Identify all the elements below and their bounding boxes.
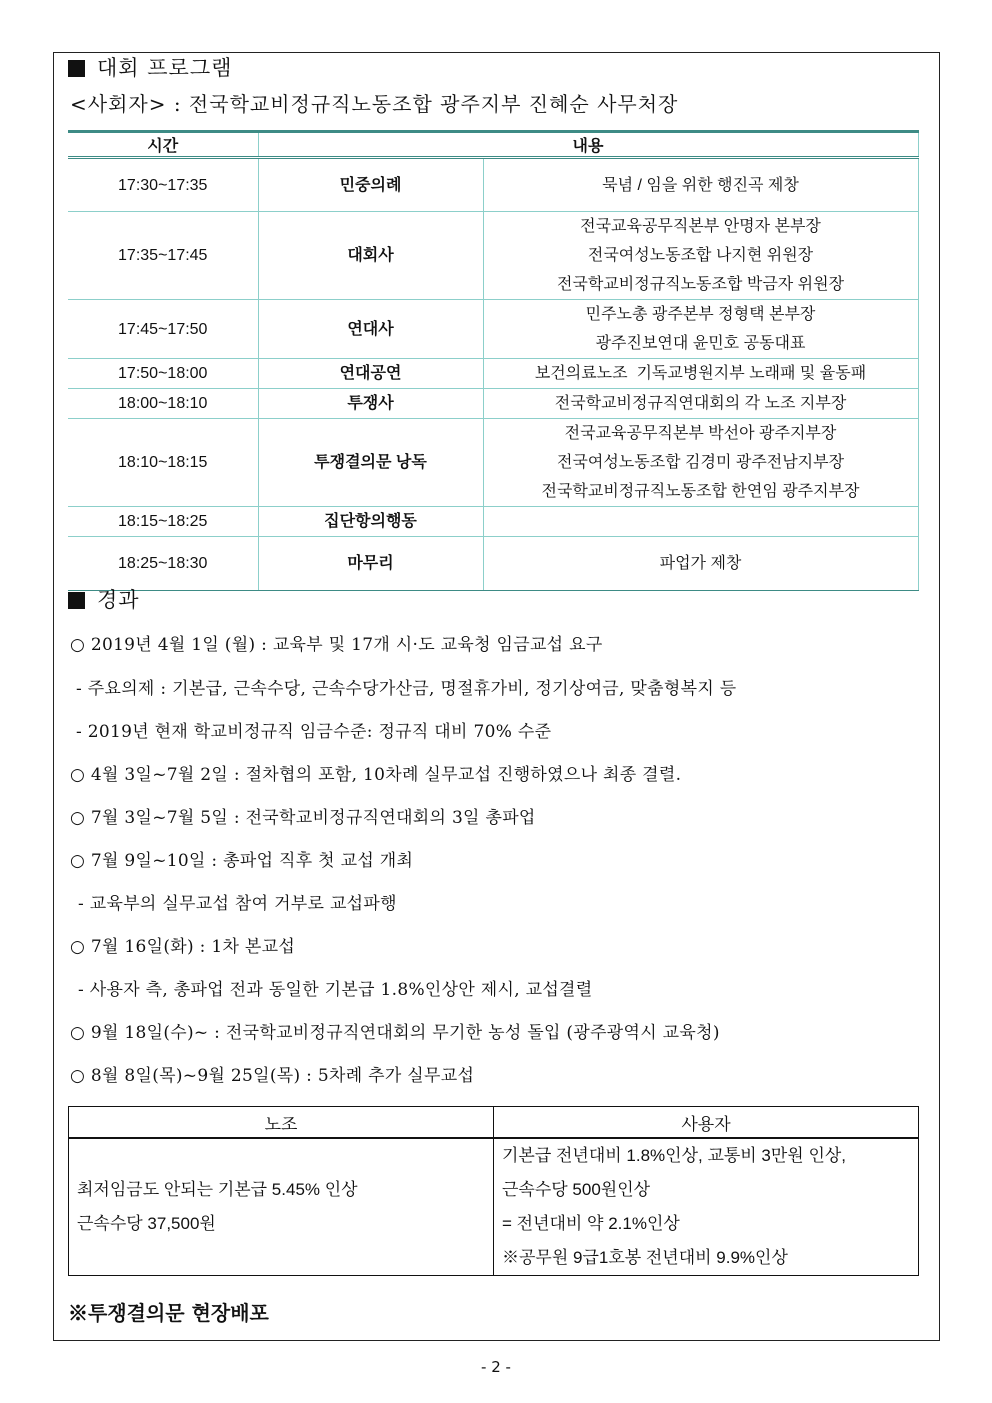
time-cell: 18:15~18:25 bbox=[68, 507, 258, 537]
program-table bbox=[68, 130, 919, 591]
time-cell: 18:25~18:30 bbox=[68, 537, 258, 591]
history-line: - 2019년 현재 학교비정규직 임금수준: 정규직 대비 70% 수준 bbox=[76, 722, 552, 742]
table-row bbox=[68, 419, 918, 507]
history-line: ○ 4월 3일~7월 2일 : 절차협의 포함, 10차례 실무교섭 진행하였으나 최종 결렬. bbox=[70, 765, 682, 785]
time-cell: 17:45~17:50 bbox=[68, 300, 258, 359]
history-line: ○ 8월 8일(목)~9월 25일(목) : 5차례 추가 실무교섭 bbox=[70, 1066, 475, 1086]
item-cell: 투쟁사 bbox=[258, 389, 483, 419]
item-cell: 투쟁결의문 낭독 bbox=[258, 419, 483, 507]
program-heading: 대회 프로그램 bbox=[68, 52, 232, 82]
table-row bbox=[68, 359, 918, 389]
history-heading: 경과 bbox=[68, 584, 140, 614]
history-line: ○ 7월 3일~7월 5일 : 전국학교비정규직연대회의 3일 총파업 bbox=[70, 808, 536, 828]
history-line: ○ 7월 16일(화) : 1차 본교섭 bbox=[70, 937, 296, 957]
detail-cell: 묵념 / 임을 위한 행진곡 제창 bbox=[483, 158, 918, 212]
square-bullet-icon bbox=[68, 60, 85, 77]
table-row bbox=[68, 300, 918, 359]
history-line: ○ 9월 18일(수)~ : 전국학교비정규직연대회의 무기한 농성 돌입 (광주광역시 교육청) bbox=[70, 1023, 720, 1043]
time-cell: 17:35~17:45 bbox=[68, 212, 258, 300]
union-cell: 최저임금도 안되는 기본급 5.45% 인상 근속수당 37,500원 bbox=[69, 1138, 494, 1276]
history-line: - 교육부의 실무교섭 참여 거부로 교섭파행 bbox=[78, 894, 397, 914]
detail-cell: 민주노총 광주본부 정형택 본부장 광주진보연대 윤민호 공동대표 bbox=[483, 300, 918, 359]
table-row bbox=[68, 507, 918, 537]
history-line: ○ 2019년 4월 1일 (월) : 교육부 및 17개 시·도 교육청 임금교섭 요구 bbox=[70, 635, 603, 655]
detail-cell bbox=[483, 507, 918, 537]
detail-cell: 보건의료노조 기독교병원지부 노래패 및 율동패 bbox=[483, 359, 918, 389]
col-header-employer: 사용자 bbox=[494, 1107, 919, 1139]
table-row bbox=[68, 389, 918, 419]
square-bullet-icon bbox=[68, 592, 85, 609]
item-cell: 대회사 bbox=[258, 212, 483, 300]
item-cell: 연대사 bbox=[258, 300, 483, 359]
emcee-line: <사회자> : 전국학교비정규직노동조합 광주지부 진혜순 사무처장 bbox=[70, 92, 679, 116]
table-row bbox=[68, 537, 918, 591]
history-line: - 사용자 측, 총파업 전과 동일한 기본급 1.8%인상안 제시, 교섭결렬 bbox=[78, 980, 593, 1000]
detail-cell: 전국학교비정규직연대회의 각 노조 지부장 bbox=[483, 389, 918, 419]
detail-cell: 전국교육공무직본부 박선아 광주지부장 전국여성노동조합 김경미 광주전남지부장 전국학교비정규직노동조합 한연임 광주지부장 bbox=[483, 419, 918, 507]
negotiation-table bbox=[68, 1106, 919, 1276]
time-cell: 18:00~18:10 bbox=[68, 389, 258, 419]
item-cell: 연대공연 bbox=[258, 359, 483, 389]
table-row bbox=[68, 212, 918, 300]
item-cell: 집단항의행동 bbox=[258, 507, 483, 537]
time-cell: 18:10~18:15 bbox=[68, 419, 258, 507]
history-line: ○ 7월 9일~10일 : 총파업 직후 첫 교섭 개최 bbox=[70, 851, 414, 871]
col-header-time: 시간 bbox=[68, 132, 258, 158]
item-cell: 민중의례 bbox=[258, 158, 483, 212]
distribution-note: ※투쟁결의문 현장배포 bbox=[68, 1301, 269, 1325]
col-header-content: 내용 bbox=[258, 132, 918, 158]
item-cell: 마무리 bbox=[258, 537, 483, 591]
table-row bbox=[69, 1138, 919, 1276]
employer-cell: 기본급 전년대비 1.8%인상, 교통비 3만원 인상, 근속수당 500원인상 = 전년대비 약 2.1%인상 ※공무원 9급1호봉 전년대비 9.9%인상 bbox=[494, 1138, 919, 1276]
col-header-union: 노조 bbox=[69, 1107, 494, 1139]
time-cell: 17:30~17:35 bbox=[68, 158, 258, 212]
time-cell: 17:50~18:00 bbox=[68, 359, 258, 389]
detail-cell: 파업가 제창 bbox=[483, 537, 918, 591]
table-row bbox=[68, 158, 918, 212]
history-line: - 주요의제 : 기본급, 근속수당, 근속수당가산금, 명절휴가비, 정기상여금, 맞춤형복지 등 bbox=[76, 679, 737, 699]
detail-cell: 전국교육공무직본부 안명자 본부장 전국여성노동조합 나지현 위원장 전국학교비정규직노동조합 박금자 위원장 bbox=[483, 212, 918, 300]
page-number: - 2 - bbox=[481, 1358, 511, 1376]
